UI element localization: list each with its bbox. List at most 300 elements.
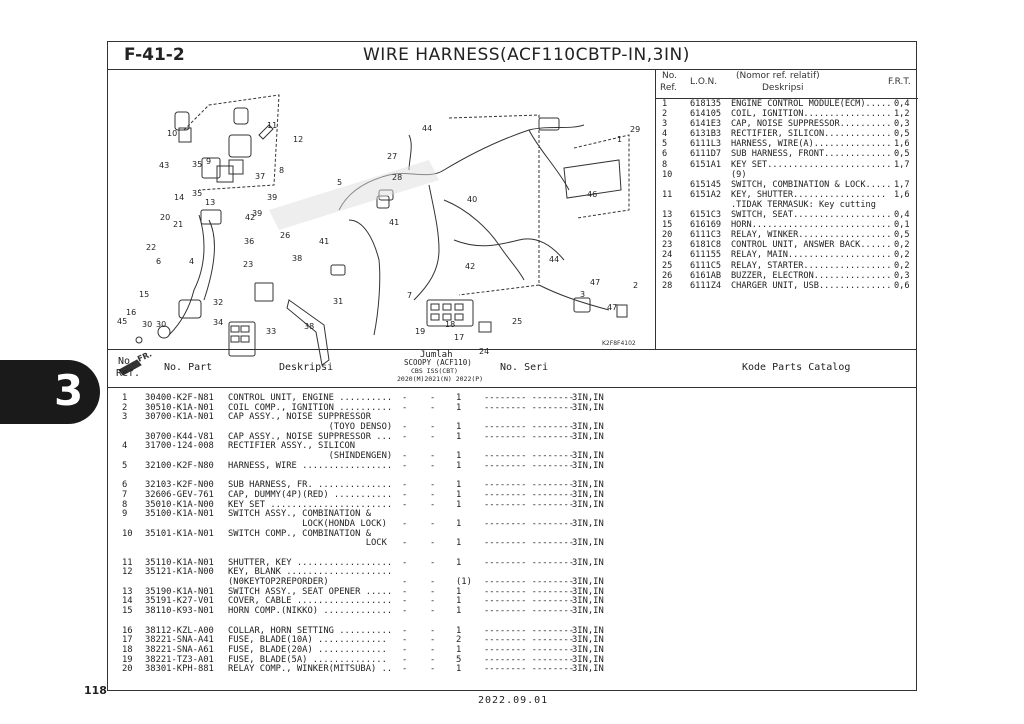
row-part: 35191-K27-V01 [145,596,214,607]
callout-label: 15 [139,290,150,299]
ref-frt: 0,5 [894,149,910,160]
row-area: 3IN,IN [572,577,604,588]
table-header-divider [108,387,916,388]
ref-no: 11 [662,189,673,200]
ref-frt: 0,3 [894,119,910,130]
ref-lon: 6111Z4 [690,280,722,291]
parts-table-header [108,350,916,387]
callout-label: 31 [333,297,344,306]
ref-no: 10 [662,169,673,180]
row-part: 35100-K1A-N01 [145,509,214,520]
callout-label: 44 [422,124,433,133]
ref-lon: 6151A1 [690,159,722,170]
ref-frt: 1,6 [894,189,910,200]
row-ref: 12 [122,567,133,578]
callout-label: 14 [174,193,185,202]
ref-no: 1 [662,99,668,109]
head-catalog: Kode Parts Catalog [742,362,851,373]
chapter-tab-number: 3 [54,366,84,415]
row-part: 38301-KPH-881 [145,664,214,675]
head-jumlah: Jumlah [420,350,453,360]
row-qty-2022: 1 [456,586,462,597]
ref-head-frt: F.R.T. [888,77,911,87]
row-part: 35110-K1A-N01 [145,557,214,568]
row-qty-2021: - [430,489,436,500]
row-area: 3IN,IN [572,644,604,655]
row-area: 3IN,IN [572,499,604,510]
table-row [108,462,916,472]
row-qty-2021: - [430,451,436,462]
callout-label: 9 [206,157,212,166]
row-desc: CAP, DUMMY(4P)(RED) ........... [228,489,393,500]
ref-table-row [660,149,914,159]
ref-lon: 614105 [690,109,722,120]
row-qty-2020: - [402,431,408,442]
row-qty-2022: 1 [456,557,462,568]
row-ref: 18 [122,644,133,655]
head-years: 2020(M)2021(N) 2022(P) [397,375,484,383]
row-part: 35121-K1A-N00 [145,567,214,578]
callout-label: 12 [293,135,304,144]
callout-label: 30 [156,320,167,329]
row-qty-2022: 1 [456,422,462,433]
ref-frt: 0,4 [894,210,910,221]
parts-table-body [108,394,916,675]
row-area: 3IN,IN [572,625,604,636]
row-desc: (SHINDENGEN) [228,451,393,462]
ref-no: 6 [662,149,668,160]
callout-label: 47 [607,303,618,312]
row-area: 3IN,IN [572,606,604,617]
row-part: 38221-SNA-A61 [145,644,214,655]
ref-table-row [660,200,914,210]
ref-frt: 1,6 [894,139,910,150]
row-qty-2022: 1 [456,644,462,655]
ref-desc: CHARGER UNIT, USB.............. [731,280,892,291]
ref-head-ref: Ref. [660,83,677,93]
ref-lon: 6161AB [690,270,722,281]
ref-table-row [660,139,914,149]
ref-desc: CAP, NOISE SUPPRESSOR.......... [731,119,892,130]
ref-frt: 0,5 [894,129,910,140]
ref-frt: 0,5 [894,230,910,241]
row-ref: 17 [122,635,133,646]
row-desc: FUSE, BLADE(20A) ............. [228,644,387,655]
row-desc: KEY, BLANK .................... [228,567,393,578]
row-qty-2020: - [402,460,408,471]
table-row [108,607,916,617]
ref-desc: CONTROL UNIT, ANSWER BACK...... [731,240,892,251]
row-desc: SWITCH COMP., COMBINATION & [228,528,371,539]
row-ref: 11 [122,557,133,568]
ref-head-desc-2: Deskripsi [762,83,804,93]
row-part: 38110-K93-N01 [145,606,214,617]
row-qty-2020: - [402,402,408,413]
row-no-seri: -------- -------- [484,499,575,510]
row-part: 31700-124-008 [145,441,214,452]
row-ref: 15 [122,606,133,617]
row-ref: 19 [122,654,133,665]
row-desc: SWITCH ASSY., COMBINATION & [228,509,371,520]
callout-label: 13 [205,198,216,207]
row-qty-2022: (1) [456,577,472,588]
row-area: 3IN,IN [572,451,604,462]
ref-lon: 615145 [690,179,722,190]
ref-table-row [660,261,914,271]
page-title: WIRE HARNESS(ACF110CBTP-IN,3IN) [363,45,690,65]
row-area: 3IN,IN [572,402,604,413]
row-no-seri: -------- -------- [484,480,575,491]
ref-desc: SUB HARNESS, FRONT............. [731,149,892,160]
ref-desc: SWITCH, SEAT................... [731,210,892,221]
row-no-seri: -------- -------- [484,422,575,433]
ref-lon: 618135 [690,99,722,109]
callout-label: 16 [126,308,137,317]
row-area: 3IN,IN [572,489,604,500]
row-qty-2022: 5 [456,654,462,665]
ref-head-lon: L.O.N. [690,77,718,87]
row-qty-2020: - [402,606,408,617]
chapter-tab [0,360,100,424]
ref-desc: .TIDAK TERMASUK: Key cutting [731,199,876,210]
ref-desc: HORN........................... [731,220,892,231]
row-ref: 20 [122,664,133,675]
row-desc: KEY SET ....................... [228,499,393,510]
row-ref: 2 [122,402,128,413]
row-qty-2020: - [402,451,408,462]
ref-desc: (9) [731,169,747,180]
callout-label: 17 [454,333,465,342]
row-area: 3IN,IN [572,460,604,471]
row-no-seri: -------- -------- [484,431,575,442]
row-no-seri: -------- -------- [484,644,575,655]
callout-label: 41 [389,218,400,227]
row-qty-2021: - [430,586,436,597]
ref-desc: ENGINE CONTROL MODULE(ECM)..... [731,99,892,109]
ref-lon: 6111D7 [690,149,722,160]
ref-frt: 0,6 [894,280,910,291]
row-desc: CAP ASSY., NOISE SUPPRESSOR [228,412,371,423]
row-qty-2021: - [430,480,436,491]
row-qty-2021: - [430,422,436,433]
row-no-seri: -------- -------- [484,557,575,568]
callout-label: 2 [633,281,639,290]
callout-label: 23 [243,260,254,269]
callout-label: 47 [590,278,601,287]
fr-label: FR. [136,349,154,364]
row-part: 35101-K1A-N01 [145,528,214,539]
callout-label: 38 [292,254,303,263]
row-area: 3IN,IN [572,431,604,442]
ref-desc: RELAY, MAIN.................... [731,250,892,261]
row-qty-2022: 1 [456,596,462,607]
row-no-seri: -------- -------- [484,577,575,588]
callout-label: 27 [387,152,398,161]
callout-label: 4 [189,257,195,266]
row-qty-2021: - [430,664,436,675]
row-desc: HARNESS, WIRE ................. [228,460,393,471]
row-qty-2020: - [402,489,408,500]
row-no-seri: -------- -------- [484,625,575,636]
row-qty-2022: 1 [456,451,462,462]
row-area: 3IN,IN [572,664,604,675]
ref-desc: HARNESS, WIRE(A)............... [731,139,892,150]
row-desc: COVER, CABLE .................. [228,596,393,607]
ref-table-row [660,271,914,281]
ref-desc: RELAY, STARTER................. [731,260,892,271]
row-no-seri: -------- -------- [484,635,575,646]
ref-table-row [660,160,914,170]
callout-label: 34 [213,318,224,327]
callout-label: 32 [213,298,224,307]
ref-table-row [660,250,914,260]
callout-label: 7 [407,291,413,300]
callout-label: 6 [156,257,162,266]
ref-lon: 6111C5 [690,260,722,271]
row-area: 3IN,IN [572,518,604,529]
row-desc: CONTROL UNIT, ENGINE .......... [228,393,393,403]
ref-table-row [660,129,914,139]
ref-lon: 616169 [690,220,722,231]
row-qty-2020: - [402,644,408,655]
row-no-seri: -------- -------- [484,460,575,471]
row-no-seri: -------- -------- [484,596,575,607]
callout-label: 30 [142,320,153,329]
ref-no: 25 [662,260,673,271]
row-desc: COIL COMP., IGNITION .......... [228,402,393,413]
ref-desc: RECTIFIER, SILICON............. [731,129,892,140]
row-qty-2020: - [402,480,408,491]
callout-label: 1 [617,135,623,144]
callout-label: 11 [267,121,278,130]
ref-frt: 0,3 [894,270,910,281]
row-qty-2022: 1 [456,393,462,403]
row-qty-2022: 1 [456,606,462,617]
row-area: 3IN,IN [572,480,604,491]
row-part: 30700-K44-V81 [145,431,214,442]
callout-label: 21 [173,220,184,229]
row-qty-2021: - [430,654,436,665]
row-qty-2020: - [402,635,408,646]
head-ref: Ref. [116,368,141,379]
callout-label: 5 [337,178,343,187]
row-qty-2021: - [430,499,436,510]
ref-no: 28 [662,280,673,291]
ref-lon: 6151C3 [690,210,722,221]
row-qty-2022: 1 [456,518,462,529]
row-area: 3IN,IN [572,654,604,665]
row-qty-2022: 1 [456,402,462,413]
callout-label: 36 [244,237,255,246]
row-part: 35010-K1A-N00 [145,499,214,510]
row-desc: LOCK [228,538,387,549]
figure-code: F-41-2 [124,45,185,65]
row-ref: 10 [122,528,133,539]
row-area: 3IN,IN [572,422,604,433]
callout-label: 10 [167,129,178,138]
row-qty-2021: - [430,635,436,646]
row-no-seri: -------- -------- [484,451,575,462]
row-qty-2021: - [430,596,436,607]
ref-head-no: No. [662,71,677,81]
callout-label: 37 [255,172,266,181]
row-qty-2020: - [402,664,408,675]
ref-table-row [660,170,914,180]
row-area: 3IN,IN [572,635,604,646]
head-no-part: No. Part [164,362,213,373]
row-qty-2020: - [402,393,408,403]
ref-table-row [660,210,914,220]
row-part: 38221-SNA-A41 [145,635,214,646]
ref-table-row [660,99,914,109]
row-qty-2021: - [430,625,436,636]
row-qty-2022: 1 [456,538,462,549]
row-ref: 14 [122,596,133,607]
callout-label: 8 [279,166,285,175]
row-qty-2022: 1 [456,499,462,510]
row-area: 3IN,IN [572,596,604,607]
row-no-seri: -------- -------- [484,518,575,529]
row-qty-2021: - [430,606,436,617]
ref-no: 8 [662,159,668,170]
row-qty-2020: - [402,499,408,510]
row-desc: LOCK(HONDA LOCK) [228,518,387,529]
row-qty-2020: - [402,654,408,665]
row-ref: 16 [122,625,133,636]
ref-head-desc-1: (Nomor ref. relatif) [736,71,820,81]
callout-label: 28 [392,173,403,182]
callout-label: 22 [146,243,157,252]
row-part: 30700-K1A-N01 [145,412,214,423]
row-no-seri: -------- -------- [484,538,575,549]
head-no: No. [118,356,137,367]
ref-no: 20 [662,230,673,241]
row-qty-2020: - [402,596,408,607]
callout-label: 3 [580,290,586,299]
row-no-seri: -------- -------- [484,393,575,403]
ref-table-row [660,109,914,119]
head-no-seri: No. Seri [500,362,549,373]
row-qty-2021: - [430,538,436,549]
callout-label: 25 [512,317,523,326]
row-qty-2021: - [430,577,436,588]
row-no-seri: -------- -------- [484,402,575,413]
ref-frt: 1,7 [894,179,910,190]
ref-table-row [660,230,914,240]
ref-lon: 6111L3 [690,139,722,150]
ref-table-header [656,70,918,99]
ref-frt: 1,7 [894,159,910,170]
ref-table-row [660,220,914,230]
row-qty-2020: - [402,577,408,588]
callout-label: 35 [192,189,203,198]
row-desc: (N0KEYTOP2REPORDER) [228,577,329,588]
row-ref: 7 [122,489,128,500]
ref-desc: BUZZER, ELECTRON............... [731,270,892,281]
row-qty-2022: 1 [456,460,462,471]
ref-lon: 6151A2 [690,189,722,200]
row-qty-2021: - [430,431,436,442]
ref-lon: 6181C8 [690,240,722,251]
row-ref: 3 [122,412,128,423]
ref-no: 13 [662,210,673,221]
ref-desc: KEY SET........................ [731,159,892,170]
callout-label: 43 [159,161,170,170]
ref-no: 15 [662,220,673,231]
ref-table-row [660,119,914,129]
row-qty-2021: - [430,644,436,655]
callout-label: 42 [245,213,256,222]
row-qty-2020: - [402,422,408,433]
diagram-divider [655,69,656,349]
head-model-1: SCOOPY (ACF110) [404,358,472,367]
row-ref: 5 [122,460,128,471]
row-part: 38112-KZL-A00 [145,625,214,636]
ref-frt: 0,2 [894,260,910,271]
ref-table-body [660,99,914,291]
table-row [108,539,916,549]
ref-no: 24 [662,250,673,261]
row-qty-2022: 2 [456,635,462,646]
row-part: 38221-TZ3-A01 [145,654,214,665]
row-area: 3IN,IN [572,393,604,403]
callout-label: 18 [445,320,456,329]
row-no-seri: -------- -------- [484,586,575,597]
row-part: 30510-K1A-N01 [145,402,214,413]
row-desc: SUB HARNESS, FR. .............. [228,480,393,491]
row-part: 30400-K2F-N81 [145,393,214,403]
row-desc: (TOYO DENSO) [228,422,393,433]
page-number: 118 [84,684,107,697]
callout-label: 41 [319,237,330,246]
ref-table-row [660,180,914,190]
head-model-2: CBS ISS(CBT) [411,367,458,375]
row-area: 3IN,IN [572,557,604,568]
ref-no: 3 [662,119,668,130]
row-no-seri: -------- -------- [484,606,575,617]
callout-label: 46 [587,190,598,199]
callout-label: 33 [266,327,277,336]
row-qty-2021: - [430,557,436,568]
page-frame [107,41,917,691]
row-desc: RELAY COMP., WINKER(MITSUBA) .. [228,664,393,675]
row-qty-2020: - [402,538,408,549]
row-qty-2022: 1 [456,480,462,491]
row-desc: COLLAR, HORN SETTING .......... [228,625,393,636]
ref-frt: 1,2 [894,109,910,120]
callout-label: 29 [630,125,641,134]
row-qty-2020: - [402,557,408,568]
row-no-seri: -------- -------- [484,489,575,500]
row-qty-2020: - [402,586,408,597]
row-no-seri: -------- -------- [484,654,575,665]
callout-label: 40 [467,195,478,204]
ref-table-row [660,240,914,250]
ref-table-row [660,190,914,200]
row-ref: 4 [122,441,128,452]
ref-frt: 0,1 [894,220,910,231]
row-ref: 6 [122,480,128,491]
ref-no: 23 [662,240,673,251]
ref-no: 2 [662,109,668,120]
row-qty-2022: 1 [456,489,462,500]
row-ref: 1 [122,393,128,403]
ref-desc: SWITCH, COMBINATION & LOCK..... [731,179,892,190]
ref-lon: 6111C3 [690,230,722,241]
callout-label: 20 [160,213,171,222]
row-qty-2022: 1 [456,625,462,636]
ref-desc: COIL, IGNITION................. [731,109,892,120]
